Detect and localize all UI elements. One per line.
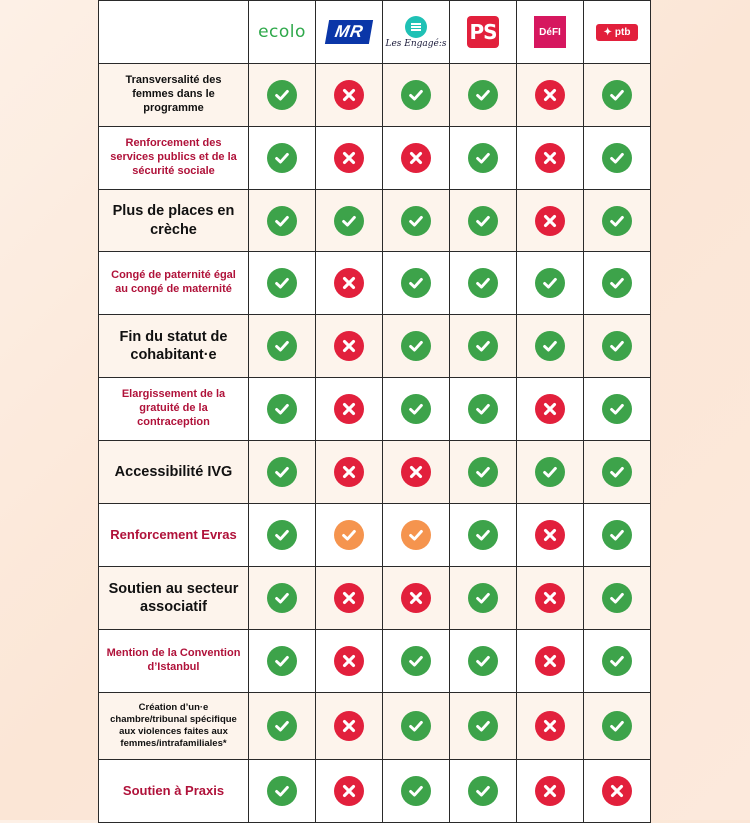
- check-icon: [602, 646, 632, 676]
- header-empty-cell: [99, 1, 249, 64]
- mark-cell-ps: [450, 567, 517, 630]
- cross-icon: [535, 583, 565, 613]
- ecolo-logo: ecolo: [258, 22, 306, 42]
- mark-cell-mr: [316, 190, 383, 252]
- mark-cell-defi: [517, 378, 584, 441]
- mark-cell-engages: [383, 190, 450, 252]
- mark-cell-ecolo: [249, 693, 316, 760]
- check-icon: [468, 143, 498, 173]
- ptb-star-icon: ✦: [603, 26, 612, 38]
- cross-icon: [334, 80, 364, 110]
- ps-logo: PS: [467, 16, 499, 48]
- mark-cell-ps: [450, 190, 517, 252]
- cross-icon: [535, 711, 565, 741]
- check-icon: [602, 143, 632, 173]
- mark-cell-defi: [517, 64, 584, 127]
- mark-cell-engages: [383, 567, 450, 630]
- criterion-row: [99, 630, 651, 693]
- check-icon: [267, 583, 297, 613]
- mark-cell-ecolo: [249, 378, 316, 441]
- check-icon: [602, 457, 632, 487]
- cross-icon: [535, 80, 565, 110]
- check-icon: [401, 394, 431, 424]
- check-icon: [468, 583, 498, 613]
- check-icon: [267, 394, 297, 424]
- check-icon: [468, 711, 498, 741]
- mark-cell-mr: [316, 127, 383, 190]
- mark-cell-ps: [450, 378, 517, 441]
- criterion-row: [99, 567, 651, 630]
- mark-cell-defi: [517, 504, 584, 567]
- criterion-row: [99, 693, 651, 760]
- mark-cell-ps: [450, 64, 517, 127]
- mark-cell-defi: [517, 693, 584, 760]
- check-icon: [602, 268, 632, 298]
- check-icon: [468, 394, 498, 424]
- mark-cell-ptb: [584, 378, 651, 441]
- check-icon: [535, 331, 565, 361]
- party-header-defi: [517, 1, 584, 64]
- mark-cell-ps: [450, 252, 517, 315]
- mark-cell-ecolo: [249, 760, 316, 823]
- partial-check-icon: [334, 520, 364, 550]
- mark-cell-ps: [450, 630, 517, 693]
- cross-icon: [535, 776, 565, 806]
- mark-cell-ptb: [584, 441, 651, 504]
- check-icon: [535, 268, 565, 298]
- cross-icon: [535, 646, 565, 676]
- mark-cell-ps: [450, 441, 517, 504]
- criterion-row: [99, 64, 651, 127]
- mark-cell-mr: [316, 504, 383, 567]
- mark-cell-ptb: [584, 630, 651, 693]
- criterion-row: [99, 760, 651, 823]
- partial-check-icon: [401, 520, 431, 550]
- criterion-row: [99, 378, 651, 441]
- check-icon: [401, 206, 431, 236]
- party-header-mr: [316, 1, 383, 64]
- check-icon: [267, 776, 297, 806]
- mark-cell-engages: [383, 630, 450, 693]
- party-header-engages: [383, 1, 450, 64]
- mark-cell-ecolo: [249, 64, 316, 127]
- check-icon: [468, 457, 498, 487]
- mark-cell-ecolo: [249, 315, 316, 378]
- check-icon: [468, 520, 498, 550]
- criterion-label: Plus de places en crèche: [99, 190, 249, 252]
- party-header-ecolo: [249, 1, 316, 64]
- cross-icon: [334, 646, 364, 676]
- check-icon: [401, 646, 431, 676]
- criterion-row: [99, 190, 651, 252]
- criterion-label: Fin du statut de cohabitant·e: [99, 315, 249, 378]
- mark-cell-ptb: [584, 693, 651, 760]
- mark-cell-engages: [383, 693, 450, 760]
- cross-icon: [334, 331, 364, 361]
- check-icon: [468, 268, 498, 298]
- check-icon: [401, 331, 431, 361]
- mark-cell-mr: [316, 630, 383, 693]
- mark-cell-ps: [450, 693, 517, 760]
- les-engages-logo: Les Engagé:s: [385, 16, 446, 49]
- criterion-label: Elargissement de la gratuité de la contraception: [99, 378, 249, 441]
- cross-icon: [602, 776, 632, 806]
- mark-cell-defi: [517, 190, 584, 252]
- cross-icon: [334, 776, 364, 806]
- cross-icon: [535, 206, 565, 236]
- check-icon: [267, 520, 297, 550]
- cross-icon: [334, 457, 364, 487]
- mark-cell-mr: [316, 760, 383, 823]
- mark-cell-ecolo: [249, 504, 316, 567]
- mark-cell-ptb: [584, 504, 651, 567]
- defi-logo: DéFI: [534, 16, 566, 48]
- check-icon: [535, 457, 565, 487]
- check-icon: [602, 80, 632, 110]
- mark-cell-engages: [383, 760, 450, 823]
- party-header-ptb: [584, 1, 651, 64]
- mark-cell-defi: [517, 315, 584, 378]
- check-icon: [602, 520, 632, 550]
- check-icon: [401, 711, 431, 741]
- mark-cell-engages: [383, 127, 450, 190]
- mark-cell-ptb: [584, 127, 651, 190]
- cross-icon: [334, 394, 364, 424]
- mark-cell-ptb: [584, 64, 651, 127]
- check-icon: [334, 206, 364, 236]
- mark-cell-mr: [316, 441, 383, 504]
- criterion-row: [99, 504, 651, 567]
- mark-cell-ps: [450, 315, 517, 378]
- check-icon: [468, 206, 498, 236]
- mark-cell-mr: [316, 252, 383, 315]
- check-icon: [468, 646, 498, 676]
- cross-icon: [334, 143, 364, 173]
- comparison-table: [98, 0, 651, 823]
- cross-icon: [334, 583, 364, 613]
- mark-cell-engages: [383, 504, 450, 567]
- check-icon: [602, 394, 632, 424]
- mark-cell-engages: [383, 441, 450, 504]
- check-icon: [267, 268, 297, 298]
- party-header-ps: [450, 1, 517, 64]
- mark-cell-mr: [316, 567, 383, 630]
- mark-cell-engages: [383, 252, 450, 315]
- cross-icon: [401, 143, 431, 173]
- check-icon: [267, 646, 297, 676]
- check-icon: [401, 776, 431, 806]
- mark-cell-ecolo: [249, 441, 316, 504]
- mark-cell-defi: [517, 252, 584, 315]
- ptb-logo: ✦ ptb: [596, 24, 639, 41]
- check-icon: [267, 457, 297, 487]
- cross-icon: [334, 711, 364, 741]
- cross-icon: [401, 583, 431, 613]
- cross-icon: [535, 143, 565, 173]
- cross-icon: [535, 394, 565, 424]
- criterion-label: Renforcement des services publics et de la sécurité sociale: [99, 127, 249, 190]
- mark-cell-ptb: [584, 760, 651, 823]
- check-icon: [401, 80, 431, 110]
- criterion-row: [99, 315, 651, 378]
- check-icon: [267, 80, 297, 110]
- check-icon: [267, 206, 297, 236]
- mark-cell-ptb: [584, 190, 651, 252]
- mark-cell-defi: [517, 567, 584, 630]
- mark-cell-engages: [383, 64, 450, 127]
- mark-cell-ecolo: [249, 127, 316, 190]
- mark-cell-ecolo: [249, 630, 316, 693]
- criterion-label: Renforcement Evras: [99, 504, 249, 567]
- check-icon: [602, 711, 632, 741]
- mark-cell-defi: [517, 630, 584, 693]
- criterion-label: Soutien au secteur associatif: [99, 567, 249, 630]
- mark-cell-ecolo: [249, 567, 316, 630]
- mark-cell-ptb: [584, 315, 651, 378]
- mark-cell-engages: [383, 378, 450, 441]
- mark-cell-ptb: [584, 252, 651, 315]
- criterion-label: Transversalité des femmes dans le programme: [99, 64, 249, 127]
- mark-cell-mr: [316, 378, 383, 441]
- mark-cell-defi: [517, 441, 584, 504]
- mark-cell-ps: [450, 127, 517, 190]
- cross-icon: [401, 457, 431, 487]
- check-icon: [602, 583, 632, 613]
- check-icon: [267, 711, 297, 741]
- mark-cell-mr: [316, 693, 383, 760]
- mark-cell-mr: [316, 315, 383, 378]
- check-icon: [401, 268, 431, 298]
- mark-cell-defi: [517, 127, 584, 190]
- header-row: [99, 1, 651, 64]
- mark-cell-ps: [450, 504, 517, 567]
- criterion-label: Soutien à Praxis: [99, 760, 249, 823]
- check-icon: [267, 331, 297, 361]
- criterion-label: Congé de paternité égal au congé de maternité: [99, 252, 249, 315]
- check-icon: [602, 206, 632, 236]
- mark-cell-mr: [316, 64, 383, 127]
- criterion-row: [99, 127, 651, 190]
- mark-cell-ecolo: [249, 190, 316, 252]
- criterion-label: Création d’un·e chambre/tribunal spécifique aux violences faites aux femmes/intrafamiliales*: [99, 693, 249, 760]
- cross-icon: [334, 268, 364, 298]
- check-icon: [468, 331, 498, 361]
- mark-cell-ptb: [584, 567, 651, 630]
- check-icon: [267, 143, 297, 173]
- check-icon: [468, 80, 498, 110]
- mr-logo: MR: [325, 20, 374, 44]
- mark-cell-engages: [383, 315, 450, 378]
- mark-cell-ecolo: [249, 252, 316, 315]
- criterion-label: Accessibilité IVG: [99, 441, 249, 504]
- mark-cell-ps: [450, 760, 517, 823]
- check-icon: [602, 331, 632, 361]
- cross-icon: [535, 520, 565, 550]
- check-icon: [468, 776, 498, 806]
- mark-cell-defi: [517, 760, 584, 823]
- criterion-label: Mention de la Convention d’Istanbul: [99, 630, 249, 693]
- criterion-row: [99, 252, 651, 315]
- criterion-row: [99, 441, 651, 504]
